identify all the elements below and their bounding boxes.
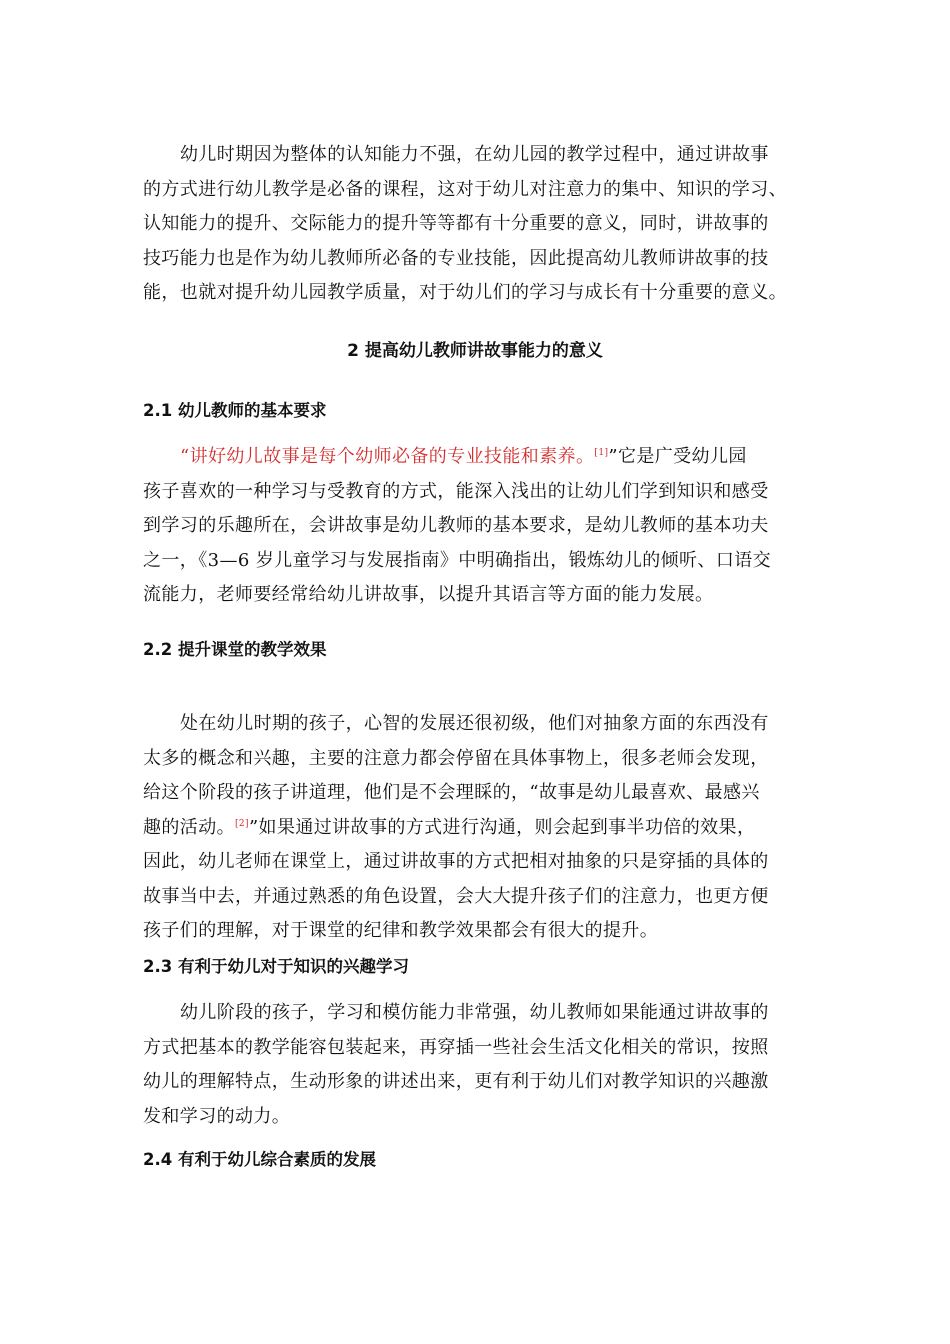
paragraph-line: 发和学习的动力。 (143, 1105, 291, 1127)
paragraph-line: 孩子们的理解，对于课堂的纪律和教学效果都会有很大的提升。 (143, 920, 659, 941)
paragraph-line: 幼儿阶段的孩子，学习和模仿能力非常强，幼儿教师如果能通过讲故事的 (180, 1002, 769, 1023)
citation-marker: [1] (594, 448, 609, 458)
subsection-heading-2-1: 2.1 幼儿教师的基本要求 (143, 401, 327, 420)
citation-marker: [2] (235, 818, 249, 829)
line-text: 趣的活动。 (143, 816, 235, 838)
subsection-heading-2-2: 2.2 提升课堂的教学效果 (143, 640, 327, 659)
intro-line: 认知能力的提升、交际能力的提升等等都有十分重要的意义，同时，讲故事的 (143, 213, 769, 234)
paragraph-line: 太多的概念和兴趣，主要的注意力都会停留在具体事物上，很多老师会发现， (143, 747, 769, 769)
paragraph-line: 故事当中去，并通过熟悉的角色设置，会大大提升孩子们的注意力，也更方便 (143, 885, 769, 907)
highlighted-quote: “讲好幼儿故事是每个幼师必备的专业技能和素养。 (180, 446, 595, 467)
section-title: 2 提高幼儿教师讲故事能力的意义 (347, 341, 603, 361)
paragraph-line: 给这个阶段的孩子讲道理，他们是不会理睬的，“故事是幼儿最喜欢、最感兴 (143, 782, 760, 803)
line-text: ”它是广受幼儿园 (608, 446, 747, 467)
paragraph-2-1 (143, 440, 813, 613)
paragraph-line (143, 811, 813, 846)
intro-line: 能，也就对提升幼儿园教学质量，对于幼儿们的学习与成长有十分重要的意义。 (143, 282, 787, 303)
paragraph-line: 幼儿的理解特点，生动形象的讲述出来，更有利于幼儿们对教学知识的兴趣激 (143, 1071, 769, 1092)
paragraph-2-3 (143, 996, 813, 1134)
paragraph-line (143, 440, 813, 475)
intro-line: 幼儿时期因为整体的认知能力不强，在幼儿园的教学过程中，通过讲故事 (180, 144, 769, 165)
paragraph-line: 方式把基本的教学能容包装起来，再穿插一些社会生活文化相关的常识，按照 (143, 1036, 769, 1058)
line-text: ”如果通过讲故事的方式进行沟通，则会起到事半功倍的效果， (248, 816, 756, 838)
subsection-heading-2-4: 2.4 有利于幼儿综合素质的发展 (143, 1150, 376, 1169)
paragraph-line: 因此，幼儿老师在课堂上，通过讲故事的方式把相对抽象的只是穿插的具体的 (143, 851, 769, 872)
paragraph-line: 处在幼儿时期的孩子，心智的发展还很初级，他们对抽象方面的东西没有 (180, 713, 769, 734)
subsection-heading-2-3: 2.3 有利于幼儿对于知识的兴趣学习 (143, 957, 409, 976)
intro-line: 的方式进行幼儿教学是必备的课程，这对于幼儿对注意力的集中、知识的学习、 (143, 178, 787, 200)
paragraph-line: 流能力，老师要经常给幼儿讲故事，以提升其语言等方面的能力发展。 (143, 584, 714, 605)
paragraph-line: 孩子喜欢的一种学习与受教育的方式，能深入浅出的让幼儿们学到知识和感受 (143, 480, 769, 502)
intro-line: 技巧能力也是作为幼儿教师所必备的专业技能，因此提高幼儿教师讲故事的技 (143, 247, 769, 269)
intro-paragraph (143, 138, 813, 311)
paragraph-2-2 (143, 707, 813, 949)
paragraph-line: 之一，《3—6 岁儿童学习与发展指南》中明确指出，锻炼幼儿的倾听、口语交 (143, 549, 772, 571)
paragraph-line: 到学习的乐趣所在，会讲故事是幼儿教师的基本要求，是幼儿教师的基本功夫 (143, 515, 769, 536)
